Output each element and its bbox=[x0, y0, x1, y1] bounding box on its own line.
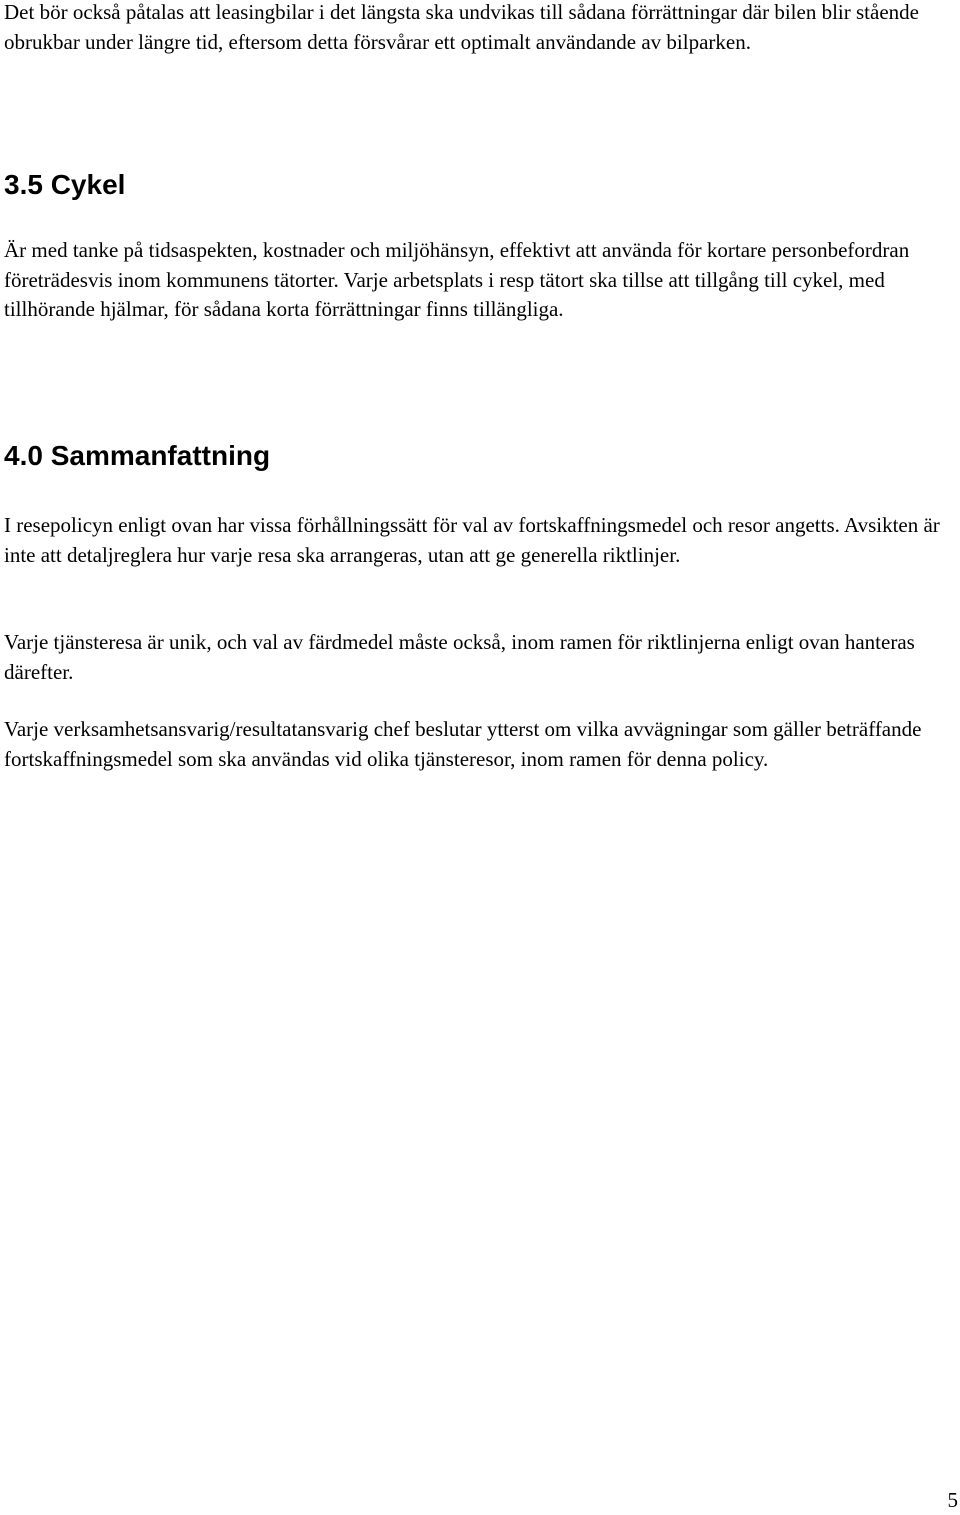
summary-paragraph: Varje tjänsteresa är unik, och val av färdmedel måste också, inom ramen för riktlinjerna enligt ovan hanteras därefter. bbox=[4, 630, 915, 684]
page-number: 5 bbox=[947, 1488, 958, 1512]
section-heading-sammanfattning: 4.0 Sammanfattning bbox=[4, 440, 271, 471]
summary-paragraph: I resepolicyn enligt ovan har vissa förhållningssätt för val av fortskaffningsmedel och resor angetts. Avsikten är inte att detaljreglera hur varje resa ska arrangeras, utan att ge generella riktlinjer. bbox=[4, 513, 940, 567]
summary-paragraph: Varje verksamhetsansvarig/resultatansvarig chef beslutar ytterst om vilka avvägningar som gäller beträffande fortskaffningsmedel som ska användas vid olika tjänsteresor, inom ramen för denna policy. bbox=[4, 717, 922, 771]
section-heading-cykel: 3.5 Cykel bbox=[4, 169, 126, 200]
cykel-paragraph: Är med tanke på tidsaspekten, kostnader och miljöhänsyn, effektivt att använda för kortare personbefordran företrädesvis inom kommunens tätorter. Varje arbetsplats i resp tätort ska tillse att tillgång till cykel, med tillhörande hjälmar, för sådana korta förrättningar finns tillängliga. bbox=[4, 238, 910, 321]
intro-paragraph: Det bör också påtalas att leasingbilar i det längsta ska undvikas till sådana förrättningar där bilen blir stående obrukbar under längre tid, eftersom detta försvårar ett optimalt användande av bilparken. bbox=[4, 0, 919, 54]
